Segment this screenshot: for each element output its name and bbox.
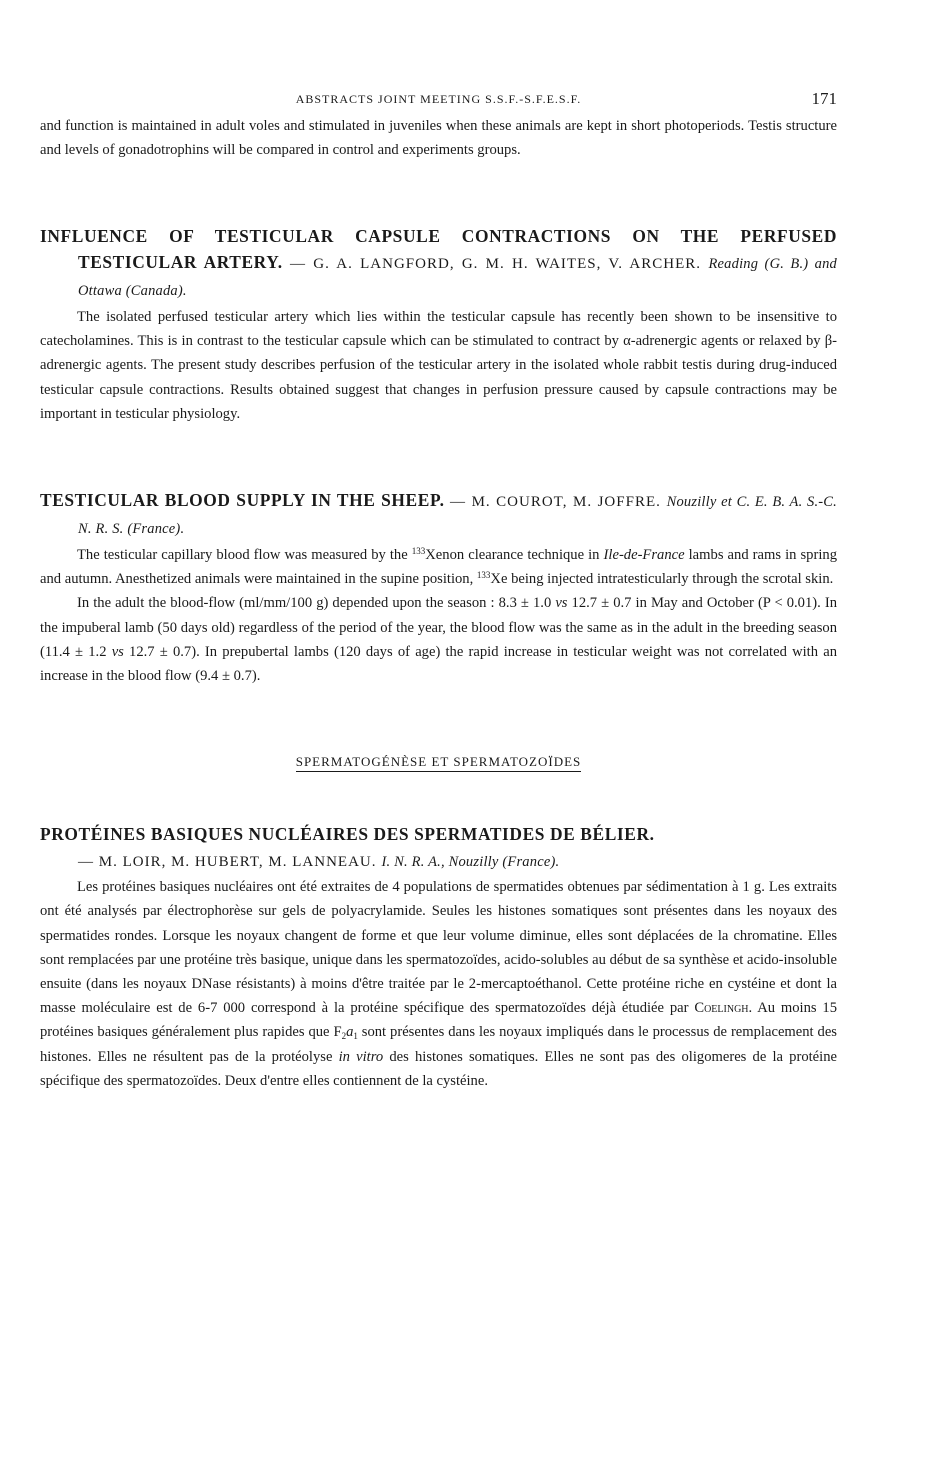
abstract-authors: M. COUROT, M. JOFFRE. [471, 493, 661, 510]
running-head [40, 89, 837, 114]
abstract-affiliation: Reading (G. B.) and Ottawa (Canada). [78, 255, 838, 300]
abstract-title: TESTICULAR BLOOD SUPPLY IN THE SHEEP. [40, 489, 445, 510]
abstract-authors: G. A. LANGFORD, G. M. H. WAITES, V. ARCHER. [313, 255, 702, 272]
abstract-affiliation: I. N. R. A., Nouzilly (France). [381, 853, 560, 870]
abstract-heading [40, 822, 837, 875]
abstract-authors: M. LOIR, M. HUBERT, M. LANNEAU. [98, 853, 377, 870]
abstract-title: PROTÉINES BASIQUES NUCLÉAIRES DES SPERMATIDES DE BÉLIER. [40, 824, 655, 845]
abstract-body: The isolated perfused testicular artery which lies within the testicular capsule has recently been shown to be insensitive to catecholamines. This is in contrast to the testicular capsule which can be stimulated to contract by α-adrenergic agents or relaxed by β-adrenergic agents. The present study describes perfusion of the testicular artery in the isolated whole rabbit testis during drug-induced testicular capsule contractions. Results obtained suggest that changes in perfusion pressure caused by capsule contractions may be important in testicular physiology. [40, 308, 837, 422]
breed-name: Ile-de-France [603, 546, 685, 563]
running-head-title: ABSTRACTS JOINT MEETING S.S.F.-S.F.E.S.F. [295, 92, 582, 106]
section-heading-text: SPERMATOGÉNÈSE ET SPERMATOZOÏDES [296, 754, 582, 772]
abstract-proteines-basiques [40, 822, 837, 1093]
journal-page [40, 89, 838, 1093]
isotope-superscript: 133 [476, 570, 491, 581]
section-heading [40, 754, 837, 772]
abstract-testicular-capsule [40, 224, 837, 426]
abstract-paragraph-2: In the adult the blood-flow (ml/mm/100 g) depended upon the season : 8.3 ± 1.0 vs 12.7 ± 0.7 in May and October (P < 0.01). In the impuberal lamb (50 days old) regardless of the period of the year, the blood flow was the same as in the adult in the breeding season (11.4 ± 1.2 vs 12.7 ± 0.7). In prepubertal lambs (120 days of age) the rapid increase in testicular weight was not correlated with an increase in the blood flow (9.4 ± 0.7). [40, 595, 838, 684]
abstract-dash: — [282, 255, 314, 272]
abstract-body: Les protéines basiques nucléaires ont été extraites de 4 populations de spermatides obtenues par sédimentation à 1 g. Les extraits ont été analysés par électrophorèse sur gels de polyacrylamide. Seules les histones somatiques sont présentes dans les noyaux des spermatides rondes. Lorsque les noyaux changent de forme et que leur volume diminue, elles sont déplacées de la chromatine. Elles sont remplacées par une protéine très basique, unique dans les spermatozoïdes, acido-solubles au début de sa synthèse et acido-insoluble ensuite (dans les noyaux DNase résistants) à moins d'être traitée par le 2-mercaptoéthanol. Cette protéine riche en cystéine et dont la masse moléculaire est de 6-7 000 correspond à la protéine spécifique des spermatozoïdes déjà étudiée par Coelingh. Au moins 15 protéines basiques généralement plus rapides que $F_2a_1$ sont présentes dans les noyaux impliqués dans le processus de remplacement des histones. Elles ne résultent pas de la protéolyse in vitro des histones somatiques. Elles ne sont pas des oligomeres de la protéine spécifique des spermatozoïdes. Deux d'entre elles contiennent de la cystéine. [40, 879, 838, 1089]
abstract-paragraph-1: The testicular capillary blood flow was measured by the $^{133}$Xenon clearance technique in Ile-de-France lambs and rams in spring and autumn. Anesthetized animals were maintained in the supine position, $^{133}$Xe being injected intratesticularly through the scrotal skin. [40, 545, 837, 588]
abstract-dash: — [444, 493, 472, 510]
abstract-title: INFLUENCE OF TESTICULAR CAPSULE CONTRACTIONS ON THE PERFUSED TESTICULAR ARTERY. [40, 226, 837, 272]
cited-author: Coelingh [694, 1000, 749, 1017]
page-number: 171 [811, 89, 837, 108]
abstract-blood-supply-sheep [40, 488, 837, 688]
continuation-paragraph: and function is maintained in adult voles and stimulated in juveniles when these animals are kept in short photoperiods. Testis structure and levels of gonadotrophins will be compared in control and experiments groups. [40, 118, 837, 159]
abstract-affiliation: Nouzilly et C. E. B. A. S.-C. N. R. S. (France). [78, 493, 837, 538]
isotope-superscript: 133 [411, 545, 426, 556]
abstract-heading [40, 224, 837, 305]
abstract-dash: — [78, 853, 99, 870]
abstract-heading [40, 488, 837, 543]
